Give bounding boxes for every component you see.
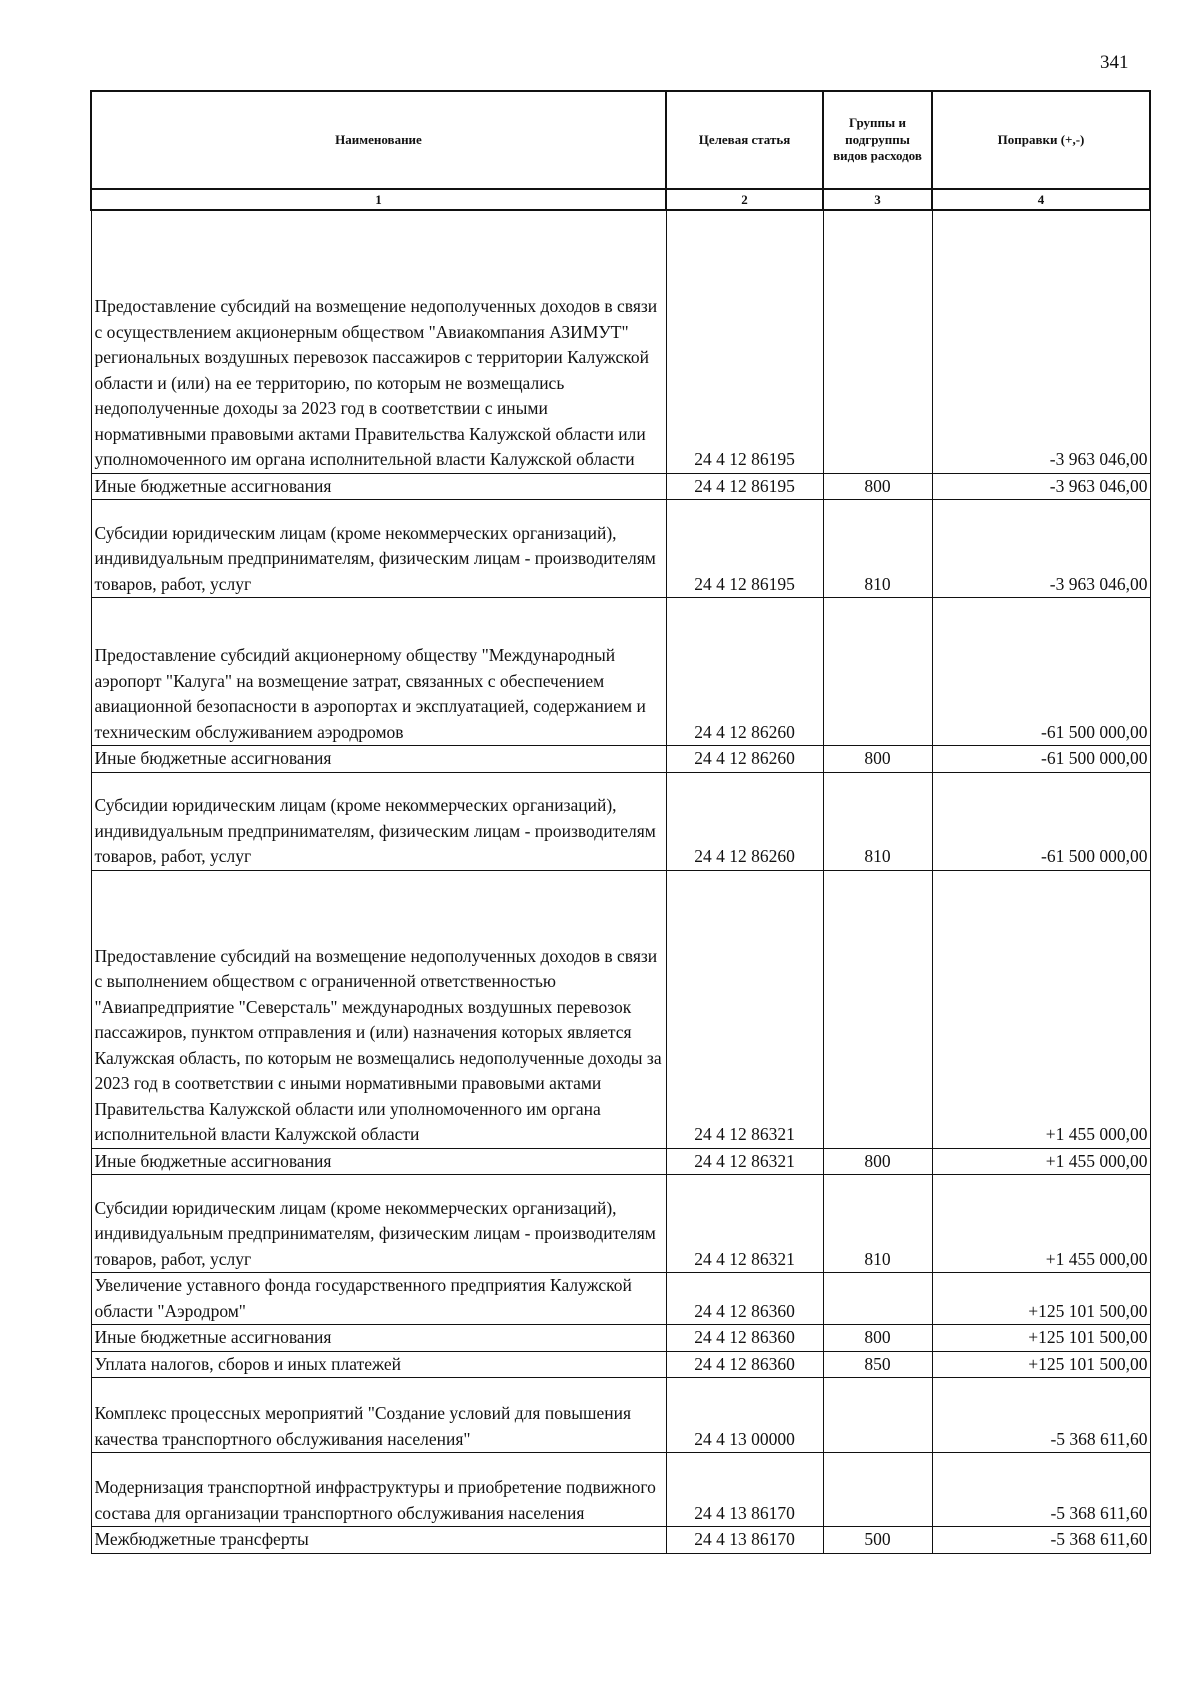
table-row [91, 1527, 1150, 1554]
row-amount-cell: -5 368 611,60 [932, 1453, 1150, 1527]
table-row [91, 1175, 1150, 1273]
row-expense-group-cell: 810 [823, 772, 932, 870]
row-name-cell: Увеличение уставного фонда государственного предприятия Калужской области "Аэродром" [91, 1273, 666, 1325]
header-expense-groups: Группы и подгруппы видов расходов [823, 91, 932, 189]
table-row [91, 598, 1150, 746]
row-target-article-cell: 24 4 13 86170 [666, 1453, 823, 1527]
row-target-article-cell: 24 4 12 86195 [666, 473, 823, 500]
table-header-row [91, 91, 1150, 189]
row-name-cell: Иные бюджетные ассигнования [91, 746, 666, 773]
row-amount-cell: +125 101 500,00 [932, 1273, 1150, 1325]
row-target-article-cell: 24 4 12 86360 [666, 1351, 823, 1378]
row-target-article-cell: 24 4 13 00000 [666, 1378, 823, 1453]
column-number: 3 [823, 189, 932, 210]
page-number: 341 [1100, 52, 1129, 73]
row-amount-cell: -5 368 611,60 [932, 1378, 1150, 1453]
row-target-article-cell: 24 4 12 86195 [666, 500, 823, 598]
row-expense-group-cell: 850 [823, 1351, 932, 1378]
row-expense-group-cell [823, 1378, 932, 1453]
table-row [91, 746, 1150, 773]
row-name-cell: Межбюджетные трансферты [91, 1527, 666, 1554]
row-expense-group-cell [823, 598, 932, 746]
row-amount-cell: +1 455 000,00 [932, 1148, 1150, 1175]
header-name: Наименование [91, 91, 666, 189]
row-expense-group-cell: 810 [823, 1175, 932, 1273]
column-number: 1 [91, 189, 666, 210]
header-target-article: Целевая статья [666, 91, 823, 189]
row-amount-cell: +1 455 000,00 [932, 870, 1150, 1148]
row-target-article-cell: 24 4 12 86360 [666, 1325, 823, 1352]
table-row [91, 1148, 1150, 1175]
row-name-cell: Предоставление субсидий на возмещение недополученных доходов в связи с выполнением обществом с ограниченной ответственностью "Авиапредприятие "Северсталь" международных воздушных перевозок пассажиров, пунктом отправления и (или) назначения которых является Калужская область, по которым не возмещались недополученные доходы за 2023 год в соответствии с иными нормативными правовыми актами Правительства Калужской области или уполномоченного им органа исполнительной власти Калужской области [91, 870, 666, 1148]
row-expense-group-cell [823, 1453, 932, 1527]
row-amount-cell: -3 963 046,00 [932, 210, 1150, 473]
row-amount-cell: +125 101 500,00 [932, 1325, 1150, 1352]
row-name-cell: Иные бюджетные ассигнования [91, 1148, 666, 1175]
row-expense-group-cell: 800 [823, 1148, 932, 1175]
row-expense-group-cell: 800 [823, 1325, 932, 1352]
table-row [91, 1273, 1150, 1325]
row-name-cell: Модернизация транспортной инфраструктуры и приобретение подвижного состава для организации транспортного обслуживания населения [91, 1453, 666, 1527]
row-expense-group-cell [823, 870, 932, 1148]
row-expense-group-cell [823, 210, 932, 473]
table-row [91, 1351, 1150, 1378]
row-amount-cell: -61 500 000,00 [932, 598, 1150, 746]
row-name-cell: Субсидии юридическим лицам (кроме некоммерческих организаций), индивидуальным предпринимателям, физическим лицам - производителям товаров, работ, услуг [91, 500, 666, 598]
table-row [91, 772, 1150, 870]
row-name-cell: Предоставление субсидий акционерному обществу "Международный аэропорт "Калуга" на возмещение затрат, связанных с обеспечением авиационной безопасности в аэропортах и эксплуатацией, содержанием и техническим обслуживанием аэродромов [91, 598, 666, 746]
row-name-cell: Иные бюджетные ассигнования [91, 473, 666, 500]
row-name-cell: Предоставление субсидий на возмещение недополученных доходов в связи с осуществлением акционерным обществом "Авиакомпания АЗИМУТ" региональных воздушных перевозок пассажиров с территории Калужской области и (или) на ее территорию, по которым не возмещались недополученные доходы за 2023 год в соответствии с иными нормативными правовыми актами Правительства Калужской области или уполномоченного им органа исполнительной власти Калужской области [91, 210, 666, 473]
row-name-cell: Субсидии юридическим лицам (кроме некоммерческих организаций), индивидуальным предпринимателям, физическим лицам - производителям товаров, работ, услуг [91, 1175, 666, 1273]
row-amount-cell: +125 101 500,00 [932, 1351, 1150, 1378]
row-expense-group-cell: 800 [823, 473, 932, 500]
row-target-article-cell: 24 4 12 86260 [666, 746, 823, 773]
column-number-row [91, 189, 1150, 210]
row-target-article-cell: 24 4 12 86260 [666, 772, 823, 870]
row-amount-cell: -61 500 000,00 [932, 746, 1150, 773]
row-expense-group-cell: 500 [823, 1527, 932, 1554]
row-target-article-cell: 24 4 12 86360 [666, 1273, 823, 1325]
row-target-article-cell: 24 4 13 86170 [666, 1527, 823, 1554]
row-amount-cell: +1 455 000,00 [932, 1175, 1150, 1273]
table-row [91, 1325, 1150, 1352]
budget-amendments-table [90, 90, 1151, 1554]
row-name-cell: Уплата налогов, сборов и иных платежей [91, 1351, 666, 1378]
row-target-article-cell: 24 4 12 86195 [666, 210, 823, 473]
table-row [91, 500, 1150, 598]
table-row [91, 1453, 1150, 1527]
row-expense-group-cell: 810 [823, 500, 932, 598]
header-amendments: Поправки (+,-) [932, 91, 1150, 189]
column-number: 4 [932, 189, 1150, 210]
row-target-article-cell: 24 4 12 86321 [666, 1148, 823, 1175]
table-row [91, 473, 1150, 500]
row-amount-cell: -3 963 046,00 [932, 500, 1150, 598]
row-amount-cell: -3 963 046,00 [932, 473, 1150, 500]
table-row [91, 1378, 1150, 1453]
row-name-cell: Комплекс процессных мероприятий "Создание условий для повышения качества транспортного обслуживания населения" [91, 1378, 666, 1453]
row-expense-group-cell [823, 1273, 932, 1325]
table-body [91, 210, 1150, 1553]
row-name-cell: Субсидии юридическим лицам (кроме некоммерческих организаций), индивидуальным предпринимателям, физическим лицам - производителям товаров, работ, услуг [91, 772, 666, 870]
table-row [91, 870, 1150, 1148]
row-amount-cell: -61 500 000,00 [932, 772, 1150, 870]
row-target-article-cell: 24 4 12 86260 [666, 598, 823, 746]
column-number: 2 [666, 189, 823, 210]
row-target-article-cell: 24 4 12 86321 [666, 870, 823, 1148]
row-target-article-cell: 24 4 12 86321 [666, 1175, 823, 1273]
table-row [91, 210, 1150, 473]
row-amount-cell: -5 368 611,60 [932, 1527, 1150, 1554]
row-name-cell: Иные бюджетные ассигнования [91, 1325, 666, 1352]
row-expense-group-cell: 800 [823, 746, 932, 773]
